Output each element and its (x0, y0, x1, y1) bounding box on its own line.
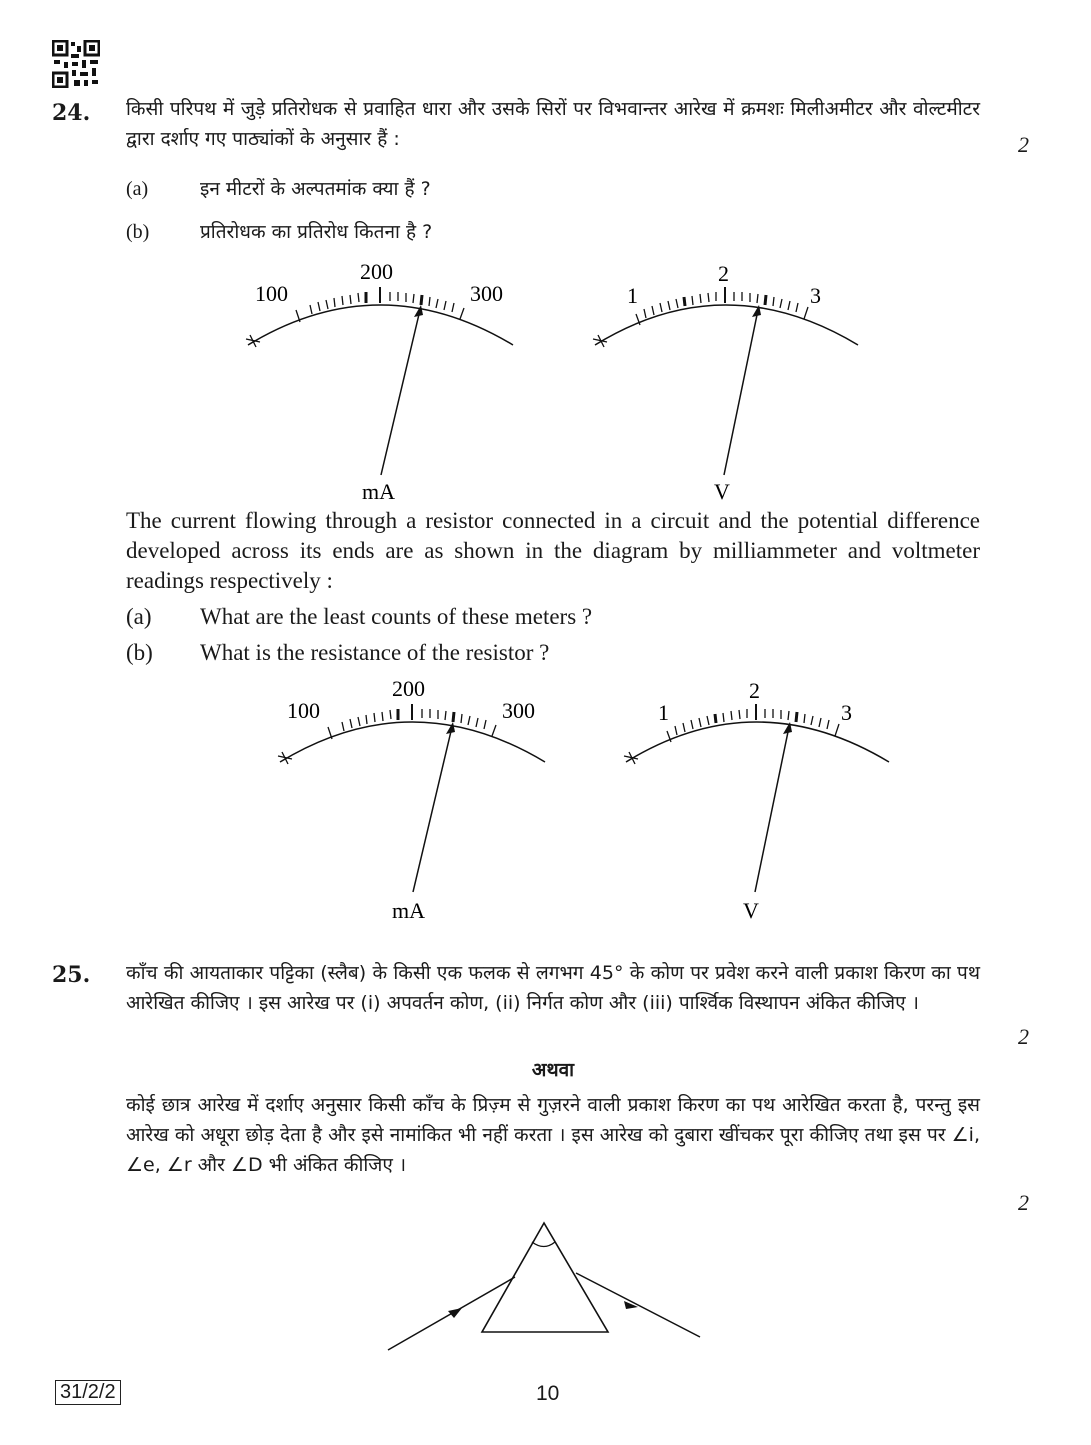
question-number-24: 24. (52, 100, 91, 126)
page-number: 10 (536, 1382, 560, 1405)
voltmeter-diagram-2 (611, 672, 911, 922)
milliammeter-1-label-300: 300 (470, 281, 503, 306)
glass-prism (482, 1223, 608, 1332)
voltmeter-2-label-3: 3 (841, 700, 852, 725)
voltmeter-2-pointer (755, 727, 789, 892)
milliammeter-diagram-1 (230, 255, 530, 505)
q24-english-text: The current flowing through a resistor connected in a circuit and the potential difference developed across its ends are as shown in the diagram by milliammeter and voltmeter readings respectively : (126, 508, 980, 593)
incident-arrow-icon (448, 1308, 462, 1318)
q25-or-label: अथवा (531, 1059, 575, 1081)
milliammeter-1-label-100: 100 (255, 281, 288, 306)
q24-english-part-b: What is the resistance of the resistor ? (200, 640, 550, 665)
voltmeter-2-unit: V (743, 898, 759, 922)
q24-hindi-part-b: प्रतिरोधक का प्रतिरोध कितना है ? (200, 221, 433, 243)
q25-or-marks: 2 (1018, 1190, 1029, 1215)
milliammeter-1-label-200: 200 (360, 259, 393, 284)
q24-marks: 2 (1018, 132, 1029, 157)
prism-angle-arc (532, 1242, 555, 1247)
prism-diagram (380, 1215, 710, 1355)
milliammeter-2-unit: mA (392, 898, 425, 922)
voltmeter-1-unit: V (714, 479, 730, 504)
voltmeter-1-label-2: 2 (718, 261, 729, 286)
q24-hindi-part-a: इन मीटरों के अल्पतमांक क्या हैं ? (200, 178, 431, 200)
q24-english-part-a-label: (a) (126, 604, 152, 629)
voltmeter-1-label-3: 3 (810, 283, 821, 308)
voltmeter-1-pointer (724, 310, 758, 475)
milliammeter-diagram-2 (262, 672, 562, 922)
milliammeter-2-label-100: 100 (287, 698, 320, 723)
pointer-arrowhead-icon (446, 722, 455, 734)
q24-hindi-part-a-label: (a) (126, 178, 149, 200)
milliammeter-2-label-300: 300 (502, 698, 535, 723)
q25-or-text: कोई छात्र आरेख में दर्शाए अनुसार किसी काँच के प्रिज़्म से गुज़रने वाली प्रकाश किरण का पथ आरेखित करता है, परन्तु इस आरेख को अधूरा छोड़ देता है और इसे नामांकित भी नहीं करता । इस आरेख को दुबारा खींचकर पूरा कीजिए तथा इस पर ∠i, ∠e, ∠r और ∠D भी अंकित कीजिए । (126, 1094, 980, 1176)
paper-code: 31/2/2 (55, 1380, 121, 1405)
q24-hindi-text: किसी परिपथ में जुड़े प्रतिरोधक से प्रवाहित धारा और उसके सिरों पर विभवान्तर आरेख में क्रमशः मिलीअमीटर और वोल्टमीटर द्वारा दर्शाए गए पाठ्यांकों के अनुसार हैं : (126, 98, 980, 150)
milliammeter-1-unit: mA (362, 479, 395, 504)
milliammeter-2-label-200: 200 (392, 676, 425, 701)
pointer-arrowhead-icon (414, 305, 423, 317)
q24-english-part-b-label: (b) (126, 640, 153, 665)
q24-english-part-a: What are the least counts of these meters ? (200, 604, 593, 629)
q25-marks: 2 (1018, 1024, 1029, 1049)
voltmeter-2-label-2: 2 (749, 678, 760, 703)
q24-hindi-part-b-label: (b) (126, 221, 150, 243)
voltmeter-2-label-1: 1 (658, 700, 669, 725)
milliammeter-1-pointer (381, 310, 420, 475)
milliammeter-2-pointer (413, 727, 452, 892)
voltmeter-diagram-1 (580, 255, 880, 505)
emergent-ray (576, 1273, 700, 1337)
q25-text: काँच की आयताकार पट्टिका (स्लैब) के किसी एक फलक से लगभग 45° के कोण पर प्रवेश करने वाली प्रकाश किरण का पथ आरेखित कीजिए । इस आरेख पर (i) अपवर्तन कोण, (ii) निर्गत कोण और (iii) पार्श्विक विस्थापन अंकित कीजिए । (126, 962, 980, 1014)
qr-code (52, 40, 100, 88)
question-number-25: 25. (52, 962, 91, 988)
voltmeter-1-label-1: 1 (627, 283, 638, 308)
